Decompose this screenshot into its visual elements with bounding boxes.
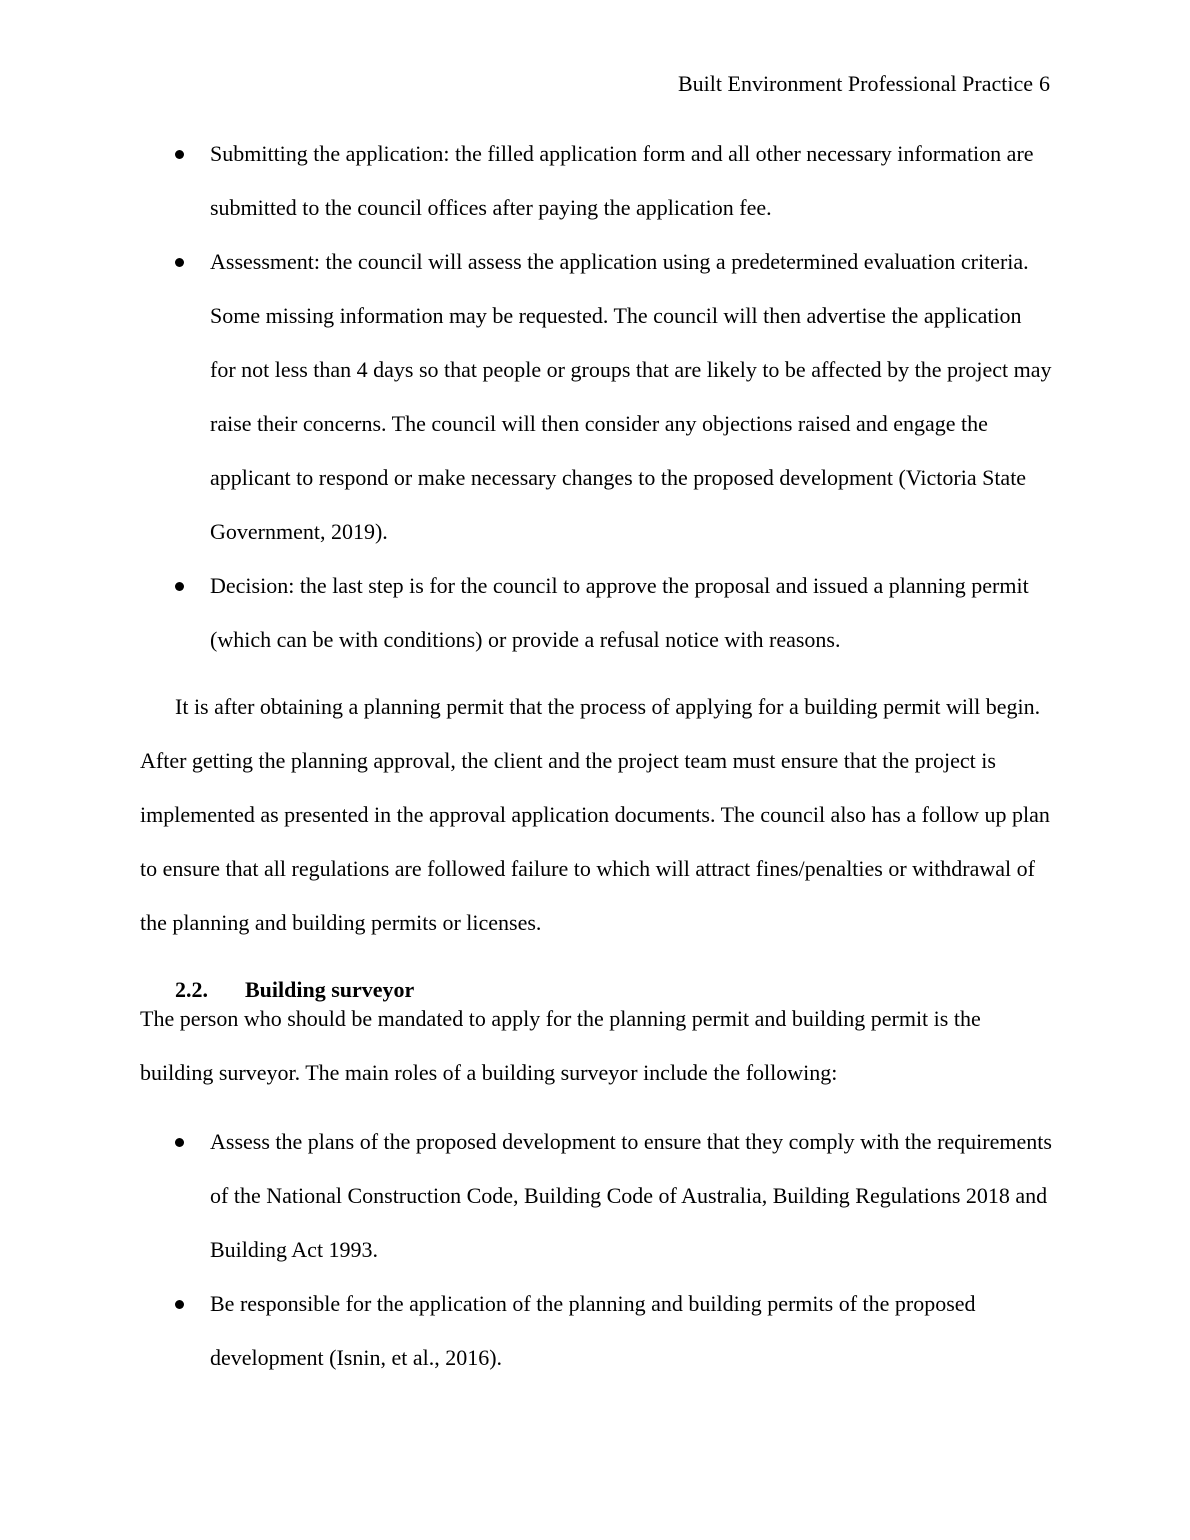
list-item-text: Submitting the application: the filled application form and all other necessary information are submitted to the council offices after paying the application fee. xyxy=(210,141,1034,220)
list-item xyxy=(140,127,1052,235)
list-item xyxy=(140,559,1052,667)
list-item-text: Assessment: the council will assess the application using a predetermined evaluation criteria. Some missing information may be requested. The council will then advertise the application for not less than 4 days so that people or groups that are likely to be affected by the project may raise their concerns. The council will then consider any objections raised and engage the applicant to respond or make necessary changes to the proposed development (Victoria State Government, 2019). xyxy=(210,249,1052,544)
list-item-text: Be responsible for the application of the planning and building permits of the proposed development (Isnin, et al., 2016). xyxy=(210,1291,976,1370)
surveyor-roles-list xyxy=(140,1115,1052,1385)
bullet-icon xyxy=(175,582,184,591)
list-item xyxy=(140,1115,1052,1277)
bullet-icon xyxy=(175,1138,184,1147)
page-number: 6 xyxy=(1039,71,1050,96)
section-title: Building surveyor xyxy=(245,977,415,1002)
list-item-text: Decision: the last step is for the council to approve the proposal and issued a planning permit (which can be with conditions) or provide a refusal notice with reasons. xyxy=(210,573,1029,652)
running-title: Built Environment Professional Practice xyxy=(678,71,1033,96)
bullet-icon xyxy=(175,258,184,267)
bullet-icon xyxy=(175,1300,184,1309)
list-item xyxy=(140,1277,1052,1385)
body-paragraph: The person who should be mandated to apply for the planning permit and building permit is the building surveyor. The main roles of a building surveyor include the following: xyxy=(140,1006,981,1085)
list-item-text: Assess the plans of the proposed development to ensure that they comply with the requirements of the National Construction Code, Building Code of Australia, Building Regulations 2018 and Building Act 1993. xyxy=(210,1129,1052,1262)
bullet-icon xyxy=(175,150,184,159)
body-paragraph: It is after obtaining a planning permit that the process of applying for a building permit will begin. After getting the planning approval, the client and the project team must ensure that the project is implemented as presented in the approval application documents. The council also has a follow up plan to ensure that all regulations are followed failure to which will attract fines/penalties or withdrawal of the planning and building permits or licenses. xyxy=(140,694,1050,935)
application-steps-list xyxy=(140,127,1052,667)
section-number: 2.2. xyxy=(175,977,208,1002)
list-item xyxy=(140,235,1052,559)
page-header xyxy=(678,70,1050,98)
